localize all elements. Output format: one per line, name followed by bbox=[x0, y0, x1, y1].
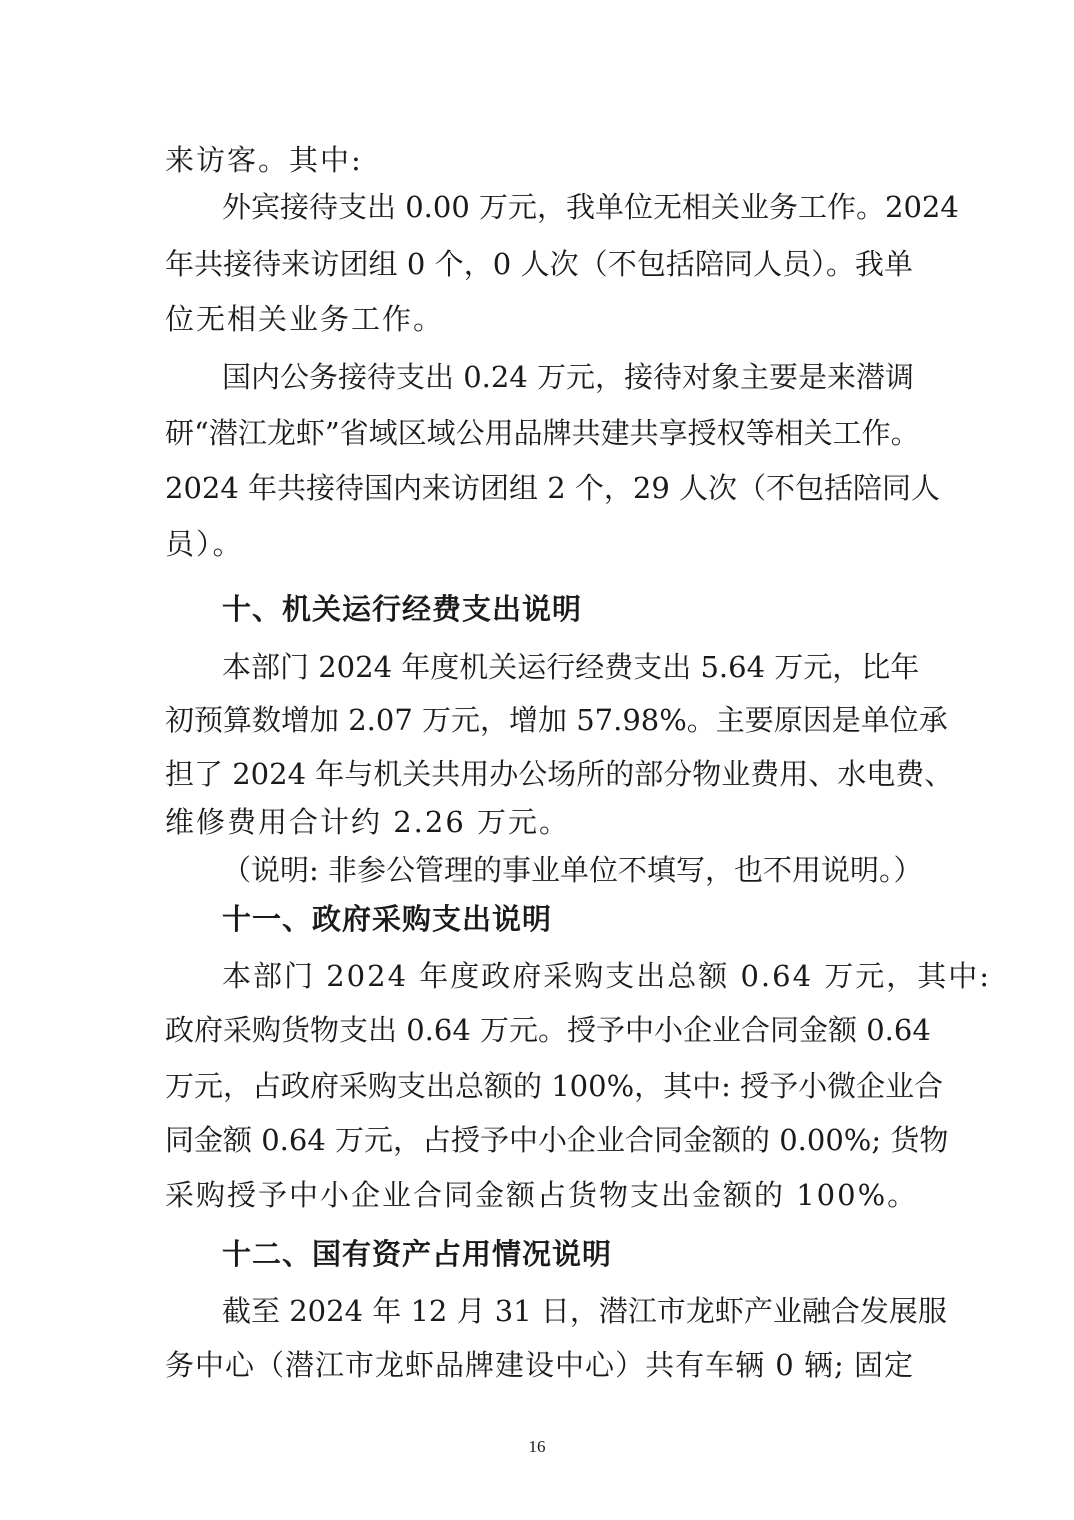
paragraph-line: 维修费用合计约 2.26 万元。 bbox=[165, 805, 571, 839]
paragraph-line: 采购授予中小企业合同金额占货物支出金额的 100%。 bbox=[165, 1178, 919, 1212]
paragraph-line: 同金额 0.64 万元，占授予中小企业合同金额的 0.00%; 货物 bbox=[165, 1123, 949, 1157]
paragraph-line: 政府采购货物支出 0.64 万元。授予中小企业合同金额 0.64 bbox=[165, 1013, 931, 1047]
paragraph-line: 万元，占政府采购支出总额的 100%，其中: 授予小微企业合 bbox=[165, 1069, 944, 1103]
paragraph-line: 务中心（潜江市龙虾品牌建设中心）共有车辆 0 辆; 固定 bbox=[165, 1348, 913, 1382]
paragraph-line: 初预算数增加 2.07 万元，增加 57.98%。主要原因是单位承 bbox=[165, 703, 948, 737]
section-heading: 十二、国有资产占用情况说明 bbox=[222, 1237, 613, 1271]
paragraph-line: 年共接待来访团组 0 个，0 人次（不包括陪同人员）。我单 bbox=[165, 247, 913, 281]
paragraph-line: 位无相关业务工作。 bbox=[165, 302, 445, 336]
paragraph-line: 外宾接待支出 0.00 万元，我单位无相关业务工作。2024 bbox=[222, 190, 959, 224]
paragraph-line: 国内公务接待支出 0.24 万元，接待对象主要是来潜调 bbox=[222, 360, 915, 394]
paragraph-line: 研“潜江龙虾”省域区域公用品牌共建共享授权等相关工作。 bbox=[165, 416, 920, 450]
section-heading: 十一、政府采购支出说明 bbox=[222, 902, 553, 936]
paragraph-line: 员）。 bbox=[165, 527, 244, 561]
note-line: （说明: 非参公管理的事业单位不填写，也不用说明。） bbox=[222, 853, 923, 887]
paragraph-line: 截至 2024 年 12 月 31 日，潜江市龙虾产业融合发展服 bbox=[222, 1294, 947, 1328]
paragraph-line: 本部门 2024 年度政府采购支出总额 0.64 万元，其中: bbox=[222, 959, 992, 993]
section-heading: 十、机关运行经费支出说明 bbox=[222, 592, 583, 626]
paragraph-line: 本部门 2024 年度机关运行经费支出 5.64 万元，比年 bbox=[222, 650, 920, 684]
paragraph-line: 2024 年共接待国内来访团组 2 个，29 人次（不包括陪同人 bbox=[165, 471, 941, 505]
page-number: 16 bbox=[528, 1437, 546, 1456]
paragraph-line: 来访客。其中: bbox=[165, 143, 363, 177]
paragraph-line: 担了 2024 年与机关共用办公场所的部分物业费用、水电费、 bbox=[165, 757, 954, 791]
